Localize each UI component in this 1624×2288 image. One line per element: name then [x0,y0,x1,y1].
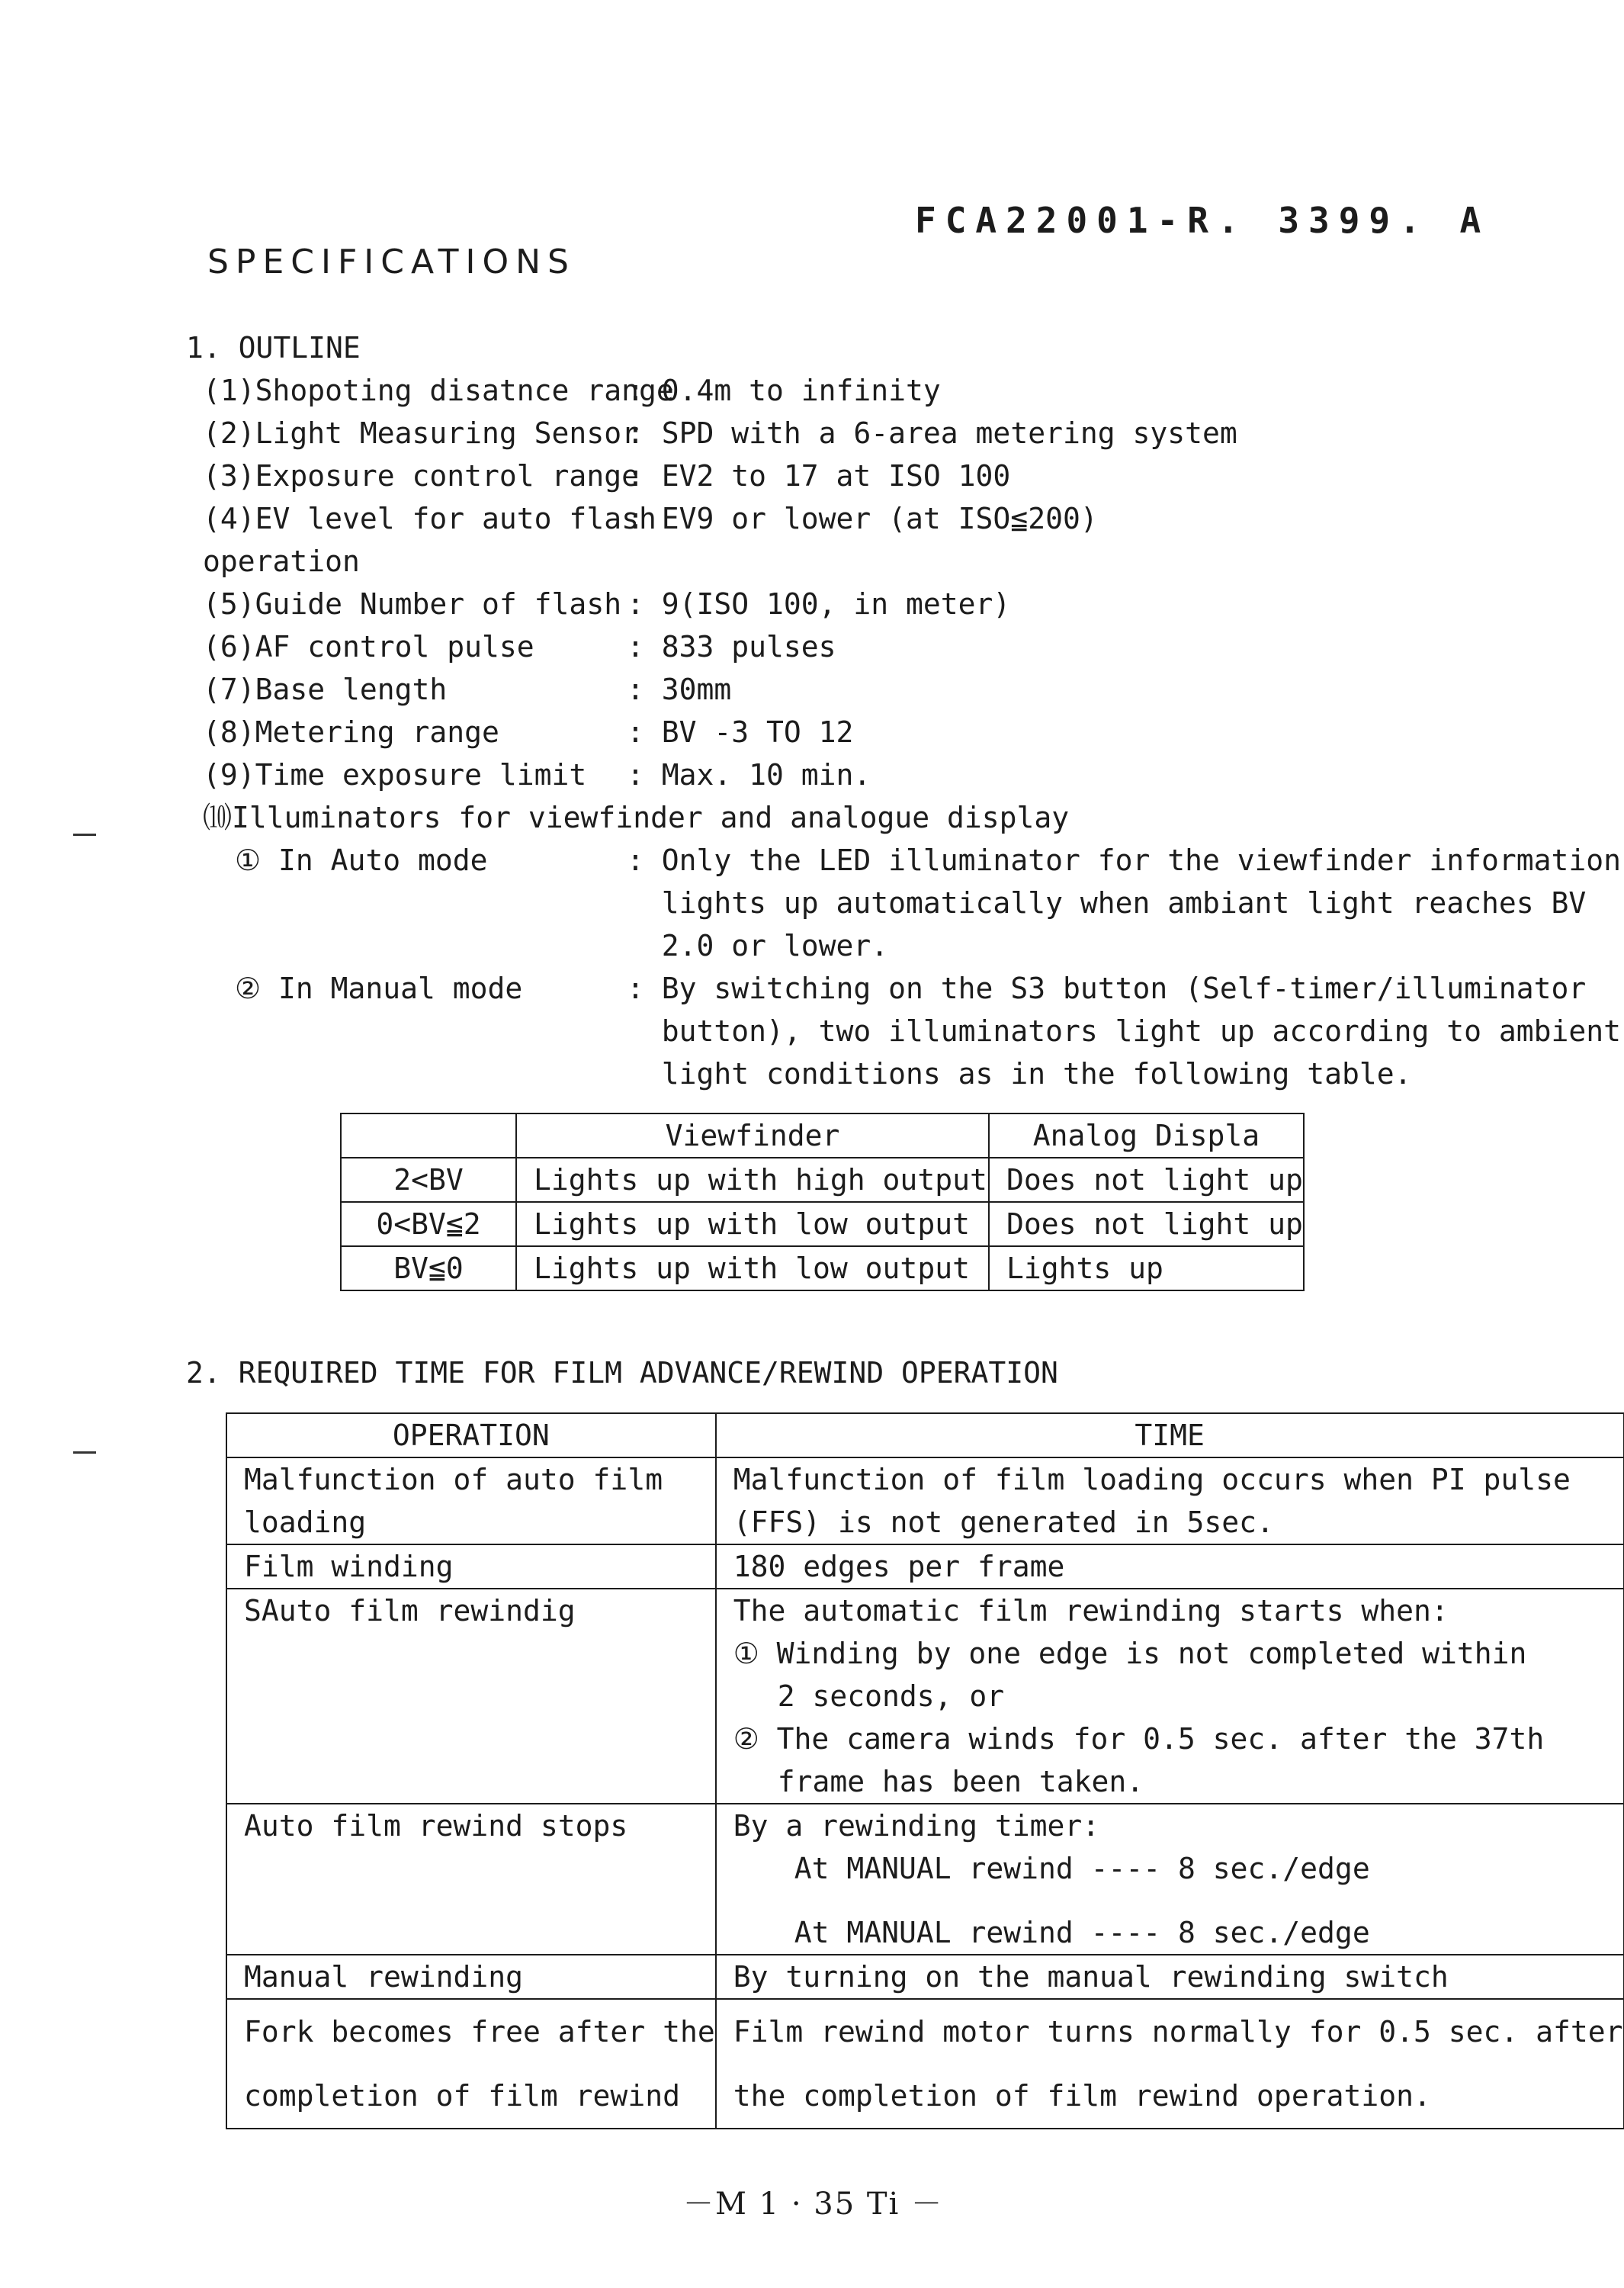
table-cell [716,1804,1624,1955]
section-heading-film: 2. REQUIRED TIME FOR FILM ADVANCE/REWIND OPERATION [186,1356,1058,1390]
outline-value: : BV -3 TO 12 [627,715,854,749]
cell-line: 2 seconds, or [777,1679,1005,1713]
table-cell: Film winding [226,1544,716,1589]
mode-desc-line: : By switching on the S3 button (Self-timer/illuminator [627,972,1587,1005]
outline-label: (4)EV level for auto flash [203,502,656,535]
outline-value: : 9(ISO 100, in meter) [627,587,1011,621]
table-cell [226,1457,716,1544]
table-cell: Lights up [989,1246,1304,1290]
cell-line: At MANUAL rewind ---- 8 sec./edge [794,1916,1370,1949]
table-row [226,1589,1624,1804]
table-header-cell: OPERATION [226,1413,716,1457]
outline-label: (5)Guide Number of flash [203,587,622,621]
outline-label: (9)Time exposure limit [203,758,587,792]
cell-line: Fork becomes free after the [244,2015,715,2049]
table-row [341,1246,1304,1290]
table-cell: SAuto film rewindig [226,1589,716,1804]
film-operation-table [226,1412,1624,2129]
table-cell: BV≦0 [341,1246,516,1290]
table-cell: Does not light up [989,1202,1304,1246]
table-cell: Lights up with low output [516,1246,989,1290]
mode-desc-line: lights up automatically when ambiant light reaches BV [627,886,1587,920]
cell-line: At MANUAL rewind ---- 8 sec./edge [794,1852,1370,1885]
table-header-cell: Viewfinder [516,1113,989,1158]
table-cell [716,1589,1624,1804]
table-cell: 0<BV≦2 [341,1202,516,1246]
table-row [226,1804,1624,1955]
cell-line: Malfunction of film loading occurs when PI pulse [733,1463,1571,1496]
table-cell [226,1999,716,2129]
outline-label: (2)Light Measuring Sensor [203,416,639,450]
table-header-cell: TIME [716,1413,1624,1457]
table-cell: Auto film rewind stops [226,1804,716,1955]
outline-label: (6)AF control pulse [203,630,534,664]
outline-item-10: ⑽Illuminators for viewfinder and analogue display [203,801,1070,834]
mode-label-auto: ① In Auto mode [235,844,488,877]
table-row [341,1158,1304,1202]
outline-value: : Max. 10 min. [627,758,871,792]
outline-label: (8)Metering range [203,715,499,749]
table-cell [716,1457,1624,1544]
cell-line: Malfunction of auto film [244,1463,663,1496]
cell-line: completion of film rewind [244,2079,680,2113]
cell-line: Film rewind motor turns normally for 0.5 sec. after [733,2015,1623,2049]
table-header-row [226,1413,1624,1457]
document-number: FCA22001-R. 3399. A [915,200,1491,241]
table-row [341,1202,1304,1246]
margin-mark [73,834,96,836]
table-header-cell [341,1113,516,1158]
illuminator-table [340,1113,1305,1291]
outline-value: : 0.4m to infinity [627,374,941,407]
cell-line: ① Winding by one edge is not completed within [733,1637,1527,1670]
outline-value: : 833 pulses [627,630,836,664]
margin-mark [73,1451,96,1454]
table-cell: By turning on the manual rewinding switch [716,1955,1624,1999]
mode-desc-line: light conditions as in the following table. [627,1057,1412,1091]
table-header-cell: Analog Displa [989,1113,1304,1158]
cell-line: loading [244,1506,367,1539]
outline-label: (1)Shopoting disatnce range [203,374,674,407]
table-cell: 180 edges per frame [716,1544,1624,1589]
cell-line: By a rewinding timer: [733,1809,1100,1843]
mode-label-manual: ② In Manual mode [235,972,523,1005]
page-number: －M 1 · 35 Ti － [683,2187,944,2222]
table-header-row [341,1113,1304,1158]
cell-line: frame has been taken. [777,1765,1144,1798]
table-cell: Manual rewinding [226,1955,716,1999]
outline-value: : 30mm [627,673,732,706]
outline-value: : SPD with a 6-area metering system [627,416,1237,450]
table-row [226,1999,1624,2129]
cell-line: the completion of film rewind operation. [733,2079,1431,2113]
outline-label: (7)Base length [203,673,448,706]
table-cell [716,1999,1624,2129]
outline-label: (3)Exposure control range [203,459,639,493]
outline-value: : EV2 to 17 at ISO 100 [627,459,1011,493]
cell-line: ② The camera winds for 0.5 sec. after the 37th [733,1722,1545,1756]
cell-line: The automatic film rewinding starts when: [733,1594,1449,1628]
table-cell: 2<BV [341,1158,516,1202]
table-row [226,1457,1624,1544]
table-cell: Does not light up [989,1158,1304,1202]
table-cell: Lights up with low output [516,1202,989,1246]
mode-desc-line: : Only the LED illuminator for the viewfinder information [627,844,1622,877]
mode-desc-line: 2.0 or lower. [627,929,889,962]
outline-value: : EV9 or lower (at ISO≦200) [627,502,1098,535]
mode-desc-line: button), two illuminators light up according to ambient [627,1014,1622,1048]
table-row [226,1544,1624,1589]
table-row [226,1955,1624,1999]
page-title: SPECIFICATIONS [207,243,576,281]
outline-label-continuation: operation [203,545,360,578]
table-cell: Lights up with high output [516,1158,989,1202]
section-heading-outline: 1. OUTLINE [186,331,361,365]
cell-line: (FFS) is not generated in 5sec. [733,1506,1274,1539]
